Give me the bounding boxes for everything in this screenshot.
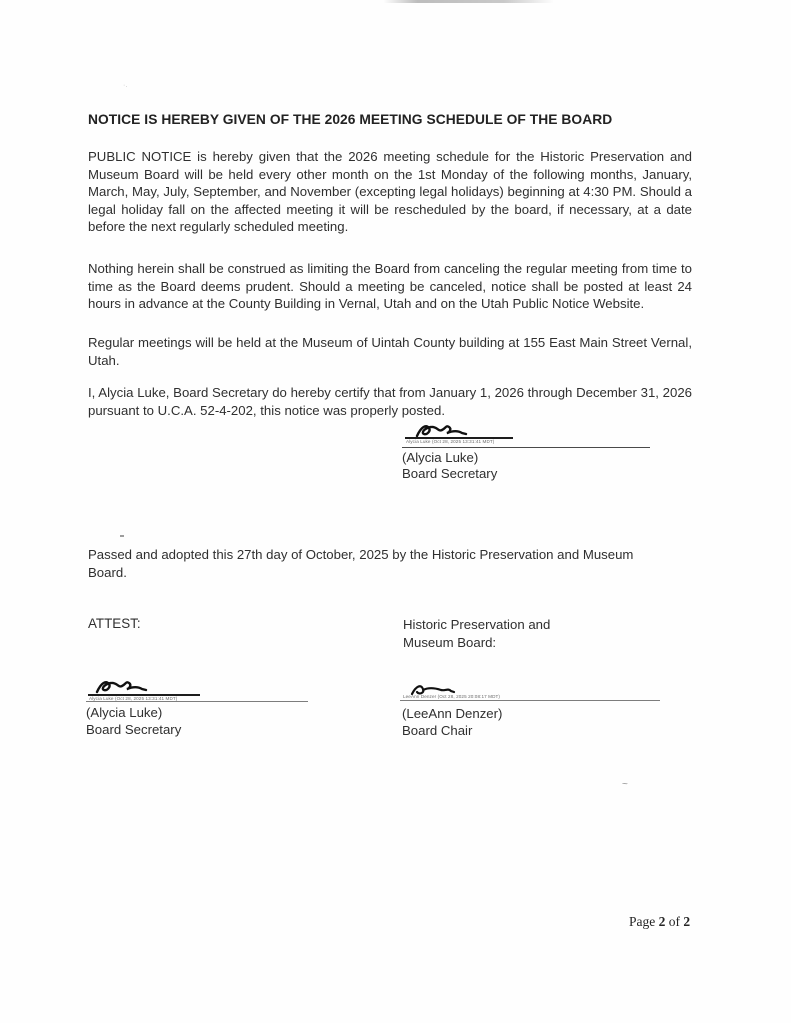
paragraph-cancellation: Nothing herein shall be construed as limiting the Board from canceling the regular meeting from time to time as the Board deems prudent. Should a meeting be canceled, notice shall be posted at least 24 hours in advance at the County Building in Vernal, Utah and on the Utah Public Notice Website. bbox=[88, 261, 692, 312]
signature-line bbox=[86, 701, 308, 702]
signature-line bbox=[402, 447, 650, 448]
signature-line bbox=[400, 700, 660, 701]
scan-artifact-speck bbox=[120, 535, 124, 537]
page-number-current: 2 bbox=[658, 914, 666, 929]
scan-artifact-smudge: ~ bbox=[622, 779, 628, 790]
page-footer bbox=[629, 914, 690, 930]
signatory-name: (Alycia Luke) bbox=[402, 450, 479, 465]
attest-label: ATTEST: bbox=[88, 616, 141, 631]
signatory-name: (Alycia Luke) bbox=[86, 705, 163, 720]
paragraph-adoption: Passed and adopted this 27th day of October, 2025 by the Historic Preservation and Museum Board. bbox=[88, 547, 634, 580]
signatory-name: (LeeAnn Denzer) bbox=[402, 706, 503, 721]
paragraph-certification: I, Alycia Luke, Board Secretary do hereby certify that from January 1, 2026 through December 31, 2026 pursuant to U.C.A. 52-4-202, this notice was properly posted. bbox=[88, 385, 692, 418]
signatory-title: Board Secretary bbox=[86, 722, 182, 737]
board-heading-line1: Historic Preservation and bbox=[403, 617, 551, 632]
chair-signature-block bbox=[400, 678, 662, 740]
scan-artifact-streak bbox=[383, 0, 555, 3]
notice-title: NOTICE IS HEREBY GIVEN OF THE 2026 MEETING SCHEDULE OF THE BOARD bbox=[88, 112, 613, 127]
page-number-of: of bbox=[665, 914, 684, 929]
signature-stamp-text: Alycia Luke (Oct 28, 2025 13:31:41 MDT) bbox=[89, 696, 178, 701]
page-number-word: Page bbox=[629, 914, 659, 929]
signature-stamp-text: Alycia Luke (Oct 28, 2025 13:31:41 MDT) bbox=[406, 439, 495, 444]
signature-stamp-text: LeeAnn Denzer (Oct 28, 2025 20:08:17 MDT) bbox=[403, 694, 501, 699]
signatory-title: Board Chair bbox=[402, 723, 473, 738]
certify-signature-block bbox=[402, 420, 652, 482]
page-number-total: 2 bbox=[683, 914, 691, 929]
paragraph-location: Regular meetings will be held at the Museum of Uintah County building at 155 East Main Street Vernal, Utah. bbox=[88, 335, 692, 368]
signatory-title: Board Secretary bbox=[402, 466, 498, 481]
scan-artifact-speck: ·. bbox=[123, 82, 128, 89]
board-heading-line2: Museum Board: bbox=[403, 634, 497, 650]
attest-signature-block bbox=[86, 676, 310, 738]
board-heading bbox=[403, 616, 550, 651]
paragraph-public-notice: PUBLIC NOTICE is hereby given that the 2026 meeting schedule for the Historic Preservation and Museum Board will be held every other month on the 1st Monday of the following months, January, March, May, July, September, and November (excepting legal holidays) beginning at 4:30 PM. Should a legal holiday fall on the affected meeting it will be rescheduled by the board, if necessary, at a date before the next regularly scheduled meeting. bbox=[88, 149, 692, 235]
